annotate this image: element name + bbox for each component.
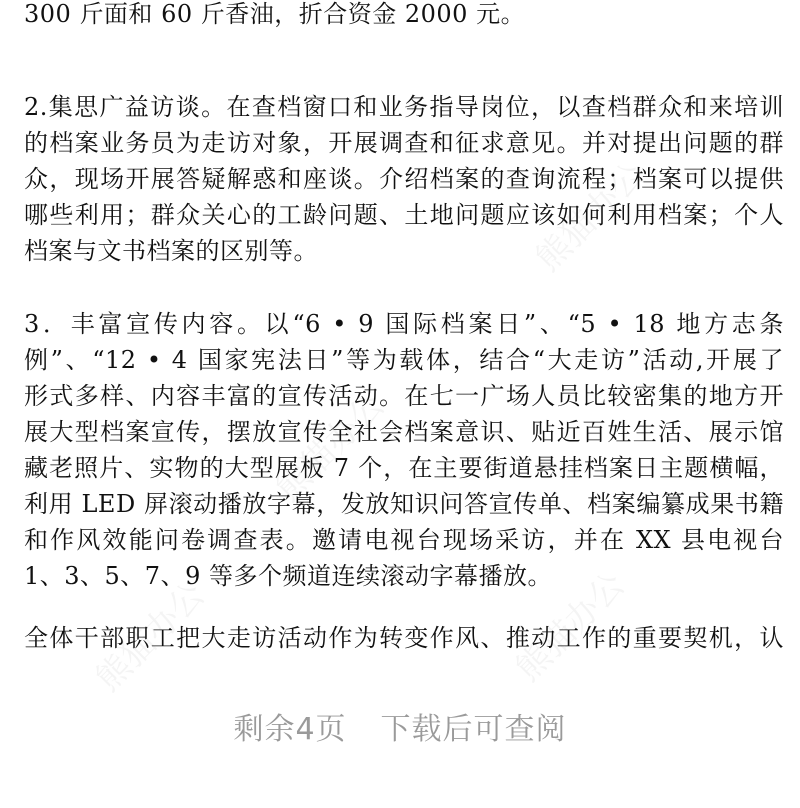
- text-line: 档案与文书档案的区别等。: [24, 237, 318, 265]
- text-line: 2.集思广益访谈。在查档窗口和业务指导岗位，以查档群众和来培训: [24, 93, 784, 121]
- paragraph-interviews: [24, 89, 784, 269]
- paragraph-publicity: [24, 306, 784, 594]
- text-line: 的档案业务员为走访对象，开展调查和征求意见。并对提出问题的群: [24, 129, 784, 157]
- text-line: 和作风效能问卷调查表。邀请电视台现场采访，并在 XX 县电视台: [24, 526, 784, 554]
- paragraph-conclusion-start: [24, 620, 784, 656]
- text-line: 展大型档案宣传，摆放宣传全社会档案意识、贴近百姓生活、展示馆: [24, 418, 784, 446]
- text-line: 全体干部职工把大走访活动作为转变作风、推动工作的重要契机，认: [24, 624, 784, 652]
- text-line: 众，现场开展答疑解惑和座谈。介绍档案的查询流程；档案可以提供: [24, 165, 784, 193]
- text-line: 利用 LED 屏滚动播放字幕，发放知识问答宣传单、档案编纂成果书籍: [24, 490, 784, 518]
- text-line: 1、3、5、7、9 等多个频道连续滚动字幕播放。: [24, 562, 552, 590]
- text-line: 形式多样、内容丰富的宣传活动。在七一广场人员比较密集的地方开: [24, 382, 784, 410]
- paragraph-intro-tail: [24, 0, 784, 32]
- remaining-pages-label: 剩余4页: [233, 712, 347, 747]
- download-hint-label: 下载后可查阅: [380, 712, 567, 747]
- download-to-read-more-banner[interactable]: [0, 700, 800, 760]
- text-line: 哪些利用；群众关心的工龄问题、土地问题应该如何利用档案；个人: [24, 201, 784, 229]
- text-line: 藏老照片、实物的大型展板 7 个，在主要街道悬挂档案日主题横幅，: [24, 454, 784, 482]
- text-line: 3．丰富宣传内容。以“6 • 9 国际档案日”、“5 • 18 地方志条: [24, 310, 784, 338]
- text-line: 例”、“12 • 4 国家宪法日”等为载体，结合“大走访”活动,开展了: [24, 346, 784, 374]
- text-line: 300 斤面和 60 斤香油，折合资金 2000 元。: [24, 0, 526, 28]
